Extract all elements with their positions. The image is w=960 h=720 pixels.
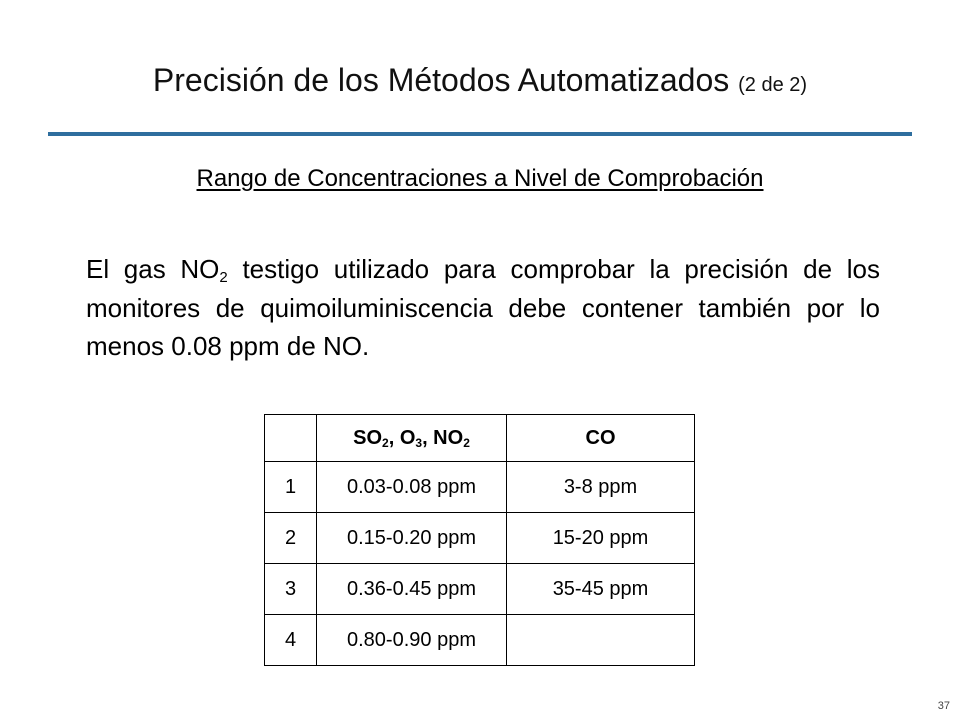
title-divider [48,132,912,136]
row-index: 1 [265,462,317,513]
page-number: 37 [937,700,950,712]
row-co-range: 15-20 ppm [507,513,695,564]
table-header-index [265,415,317,462]
table-row [265,513,695,564]
slide-title [0,60,960,105]
header-no-sub: 2 [463,435,470,450]
paragraph-part2: testigo utilizado para comprobar la precisión de los monitores de quimoiluminiscencia debe contener también por lo menos 0.08 ppm de NO. [86,254,880,361]
table-header-row [265,415,695,462]
concentration-table [264,414,695,666]
row-co-range [507,615,695,666]
header-o-text: , O [388,426,416,449]
slide-title-suffix: (2 de 2) [738,74,808,96]
row-index: 4 [265,615,317,666]
body-paragraph [86,250,880,366]
row-so2-o3-no2-range: 0.80-0.90 ppm [317,615,507,666]
paragraph-subscript: 2 [219,269,228,286]
row-co-range: 35-45 ppm [507,564,695,615]
row-index: 3 [265,564,317,615]
row-index: 2 [265,513,317,564]
header-no-text: , NO [422,426,464,449]
table-row [265,615,695,666]
slide-title-text: Precisión de los Métodos Automatizados [152,62,730,98]
header-so-text: SO [353,426,383,449]
header-o-sub: 3 [415,435,423,450]
table-header-so2-o3-no2 [317,415,507,462]
paragraph-part1: El gas NO [86,254,220,284]
table-row [265,564,695,615]
table-row [265,462,695,513]
table-header-co: CO [507,415,695,462]
row-so2-o3-no2-range: 0.15-0.20 ppm [317,513,507,564]
row-so2-o3-no2-range: 0.03-0.08 ppm [317,462,507,513]
slide-subtitle: Rango de Concentraciones a Nivel de Comprobación [196,165,764,192]
row-co-range: 3-8 ppm [507,462,695,513]
row-so2-o3-no2-range: 0.36-0.45 ppm [317,564,507,615]
header-so-sub: 2 [382,435,389,450]
